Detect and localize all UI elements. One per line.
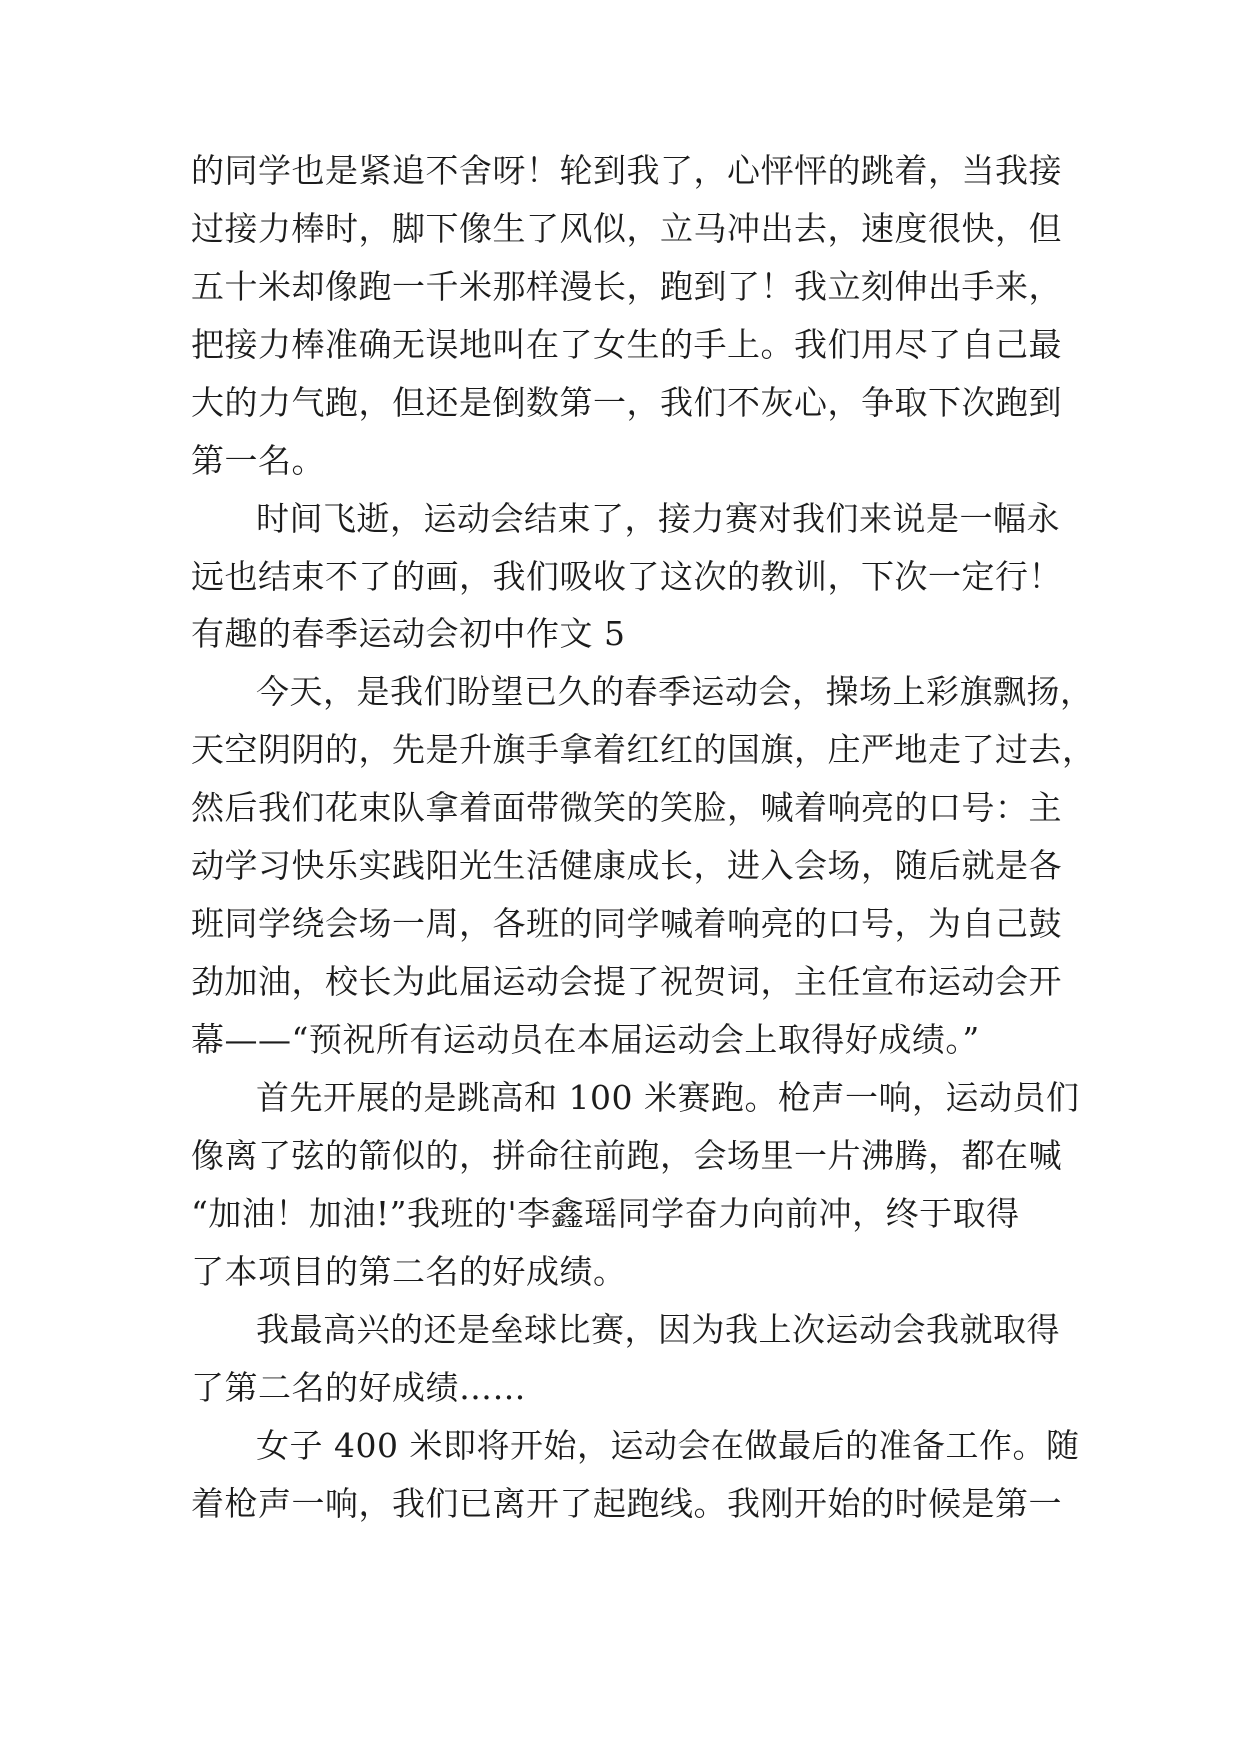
text-line: 过接力棒时，脚下像生了风似，立马冲出去，速度很快，但 xyxy=(191,209,1062,248)
text-line: “加油！加油!”我班的'李鑫瑶同学奋力向前冲，终于取得 xyxy=(191,1194,1020,1233)
text-line: 像离了弦的箭似的，拼命往前跑，会场里一片沸腾，都在喊 xyxy=(191,1136,1062,1175)
paragraph-first-line: 我最高兴的还是垒球比赛，因为我上次运动会我就取得 xyxy=(256,1310,1060,1349)
paragraph-first-line: 首先开展的是跳高和 100 米赛跑。枪声一响，运动员们 xyxy=(256,1078,1080,1117)
text-line: 第一名。 xyxy=(191,441,325,480)
text-line: 然后我们花束队拿着面带微笑的笑脸，喊着响亮的口号：主 xyxy=(191,788,1062,827)
text-line: 大的力气跑，但还是倒数第一，我们不灰心，争取下次跑到 xyxy=(191,383,1062,422)
paragraph-first-line: 时间飞逝，运动会结束了，接力赛对我们来说是一幅永 xyxy=(256,499,1060,538)
text-line: 把接力棒准确无误地叫在了女生的手上。我们用尽了自己最 xyxy=(191,325,1062,364)
paragraph-first-line: 今天，是我们盼望已久的春季运动会，操场上彩旗飘扬， xyxy=(256,672,1094,711)
essay-heading: 有趣的春季运动会初中作文 5 xyxy=(191,614,626,653)
text-line: 动学习快乐实践阳光生活健康成长，进入会场，随后就是各 xyxy=(191,846,1062,885)
text-line: 幕——“预祝所有运动员在本届运动会上取得好成绩。” xyxy=(191,1020,980,1059)
paragraph-first-line: 女子 400 米即将开始，运动会在做最后的准备工作。随 xyxy=(256,1426,1080,1465)
text-line: 班同学绕会场一周，各班的同学喊着响亮的口号，为自己鼓 xyxy=(191,904,1062,943)
text-line: 天空阴阴的，先是升旗手拿着红红的国旗，庄严地走了过去， xyxy=(191,730,1096,769)
text-line: 五十米却像跑一千米那样漫长，跑到了！我立刻伸出手来， xyxy=(191,267,1062,306)
text-line: 远也结束不了的画，我们吸收了这次的教训，下次一定行！ xyxy=(191,557,1062,596)
text-line: 着枪声一响，我们已离开了起跑线。我刚开始的时候是第一 xyxy=(191,1484,1062,1523)
text-line: 了第二名的好成绩…… xyxy=(191,1368,526,1407)
text-line: 的同学也是紧追不舍呀！轮到我了，心怦怦的跳着，当我接 xyxy=(191,151,1062,190)
text-line: 劲加油，校长为此届运动会提了祝贺词，主任宣布运动会开 xyxy=(191,962,1062,1001)
text-line: 了本项目的第二名的好成绩。 xyxy=(191,1252,627,1291)
